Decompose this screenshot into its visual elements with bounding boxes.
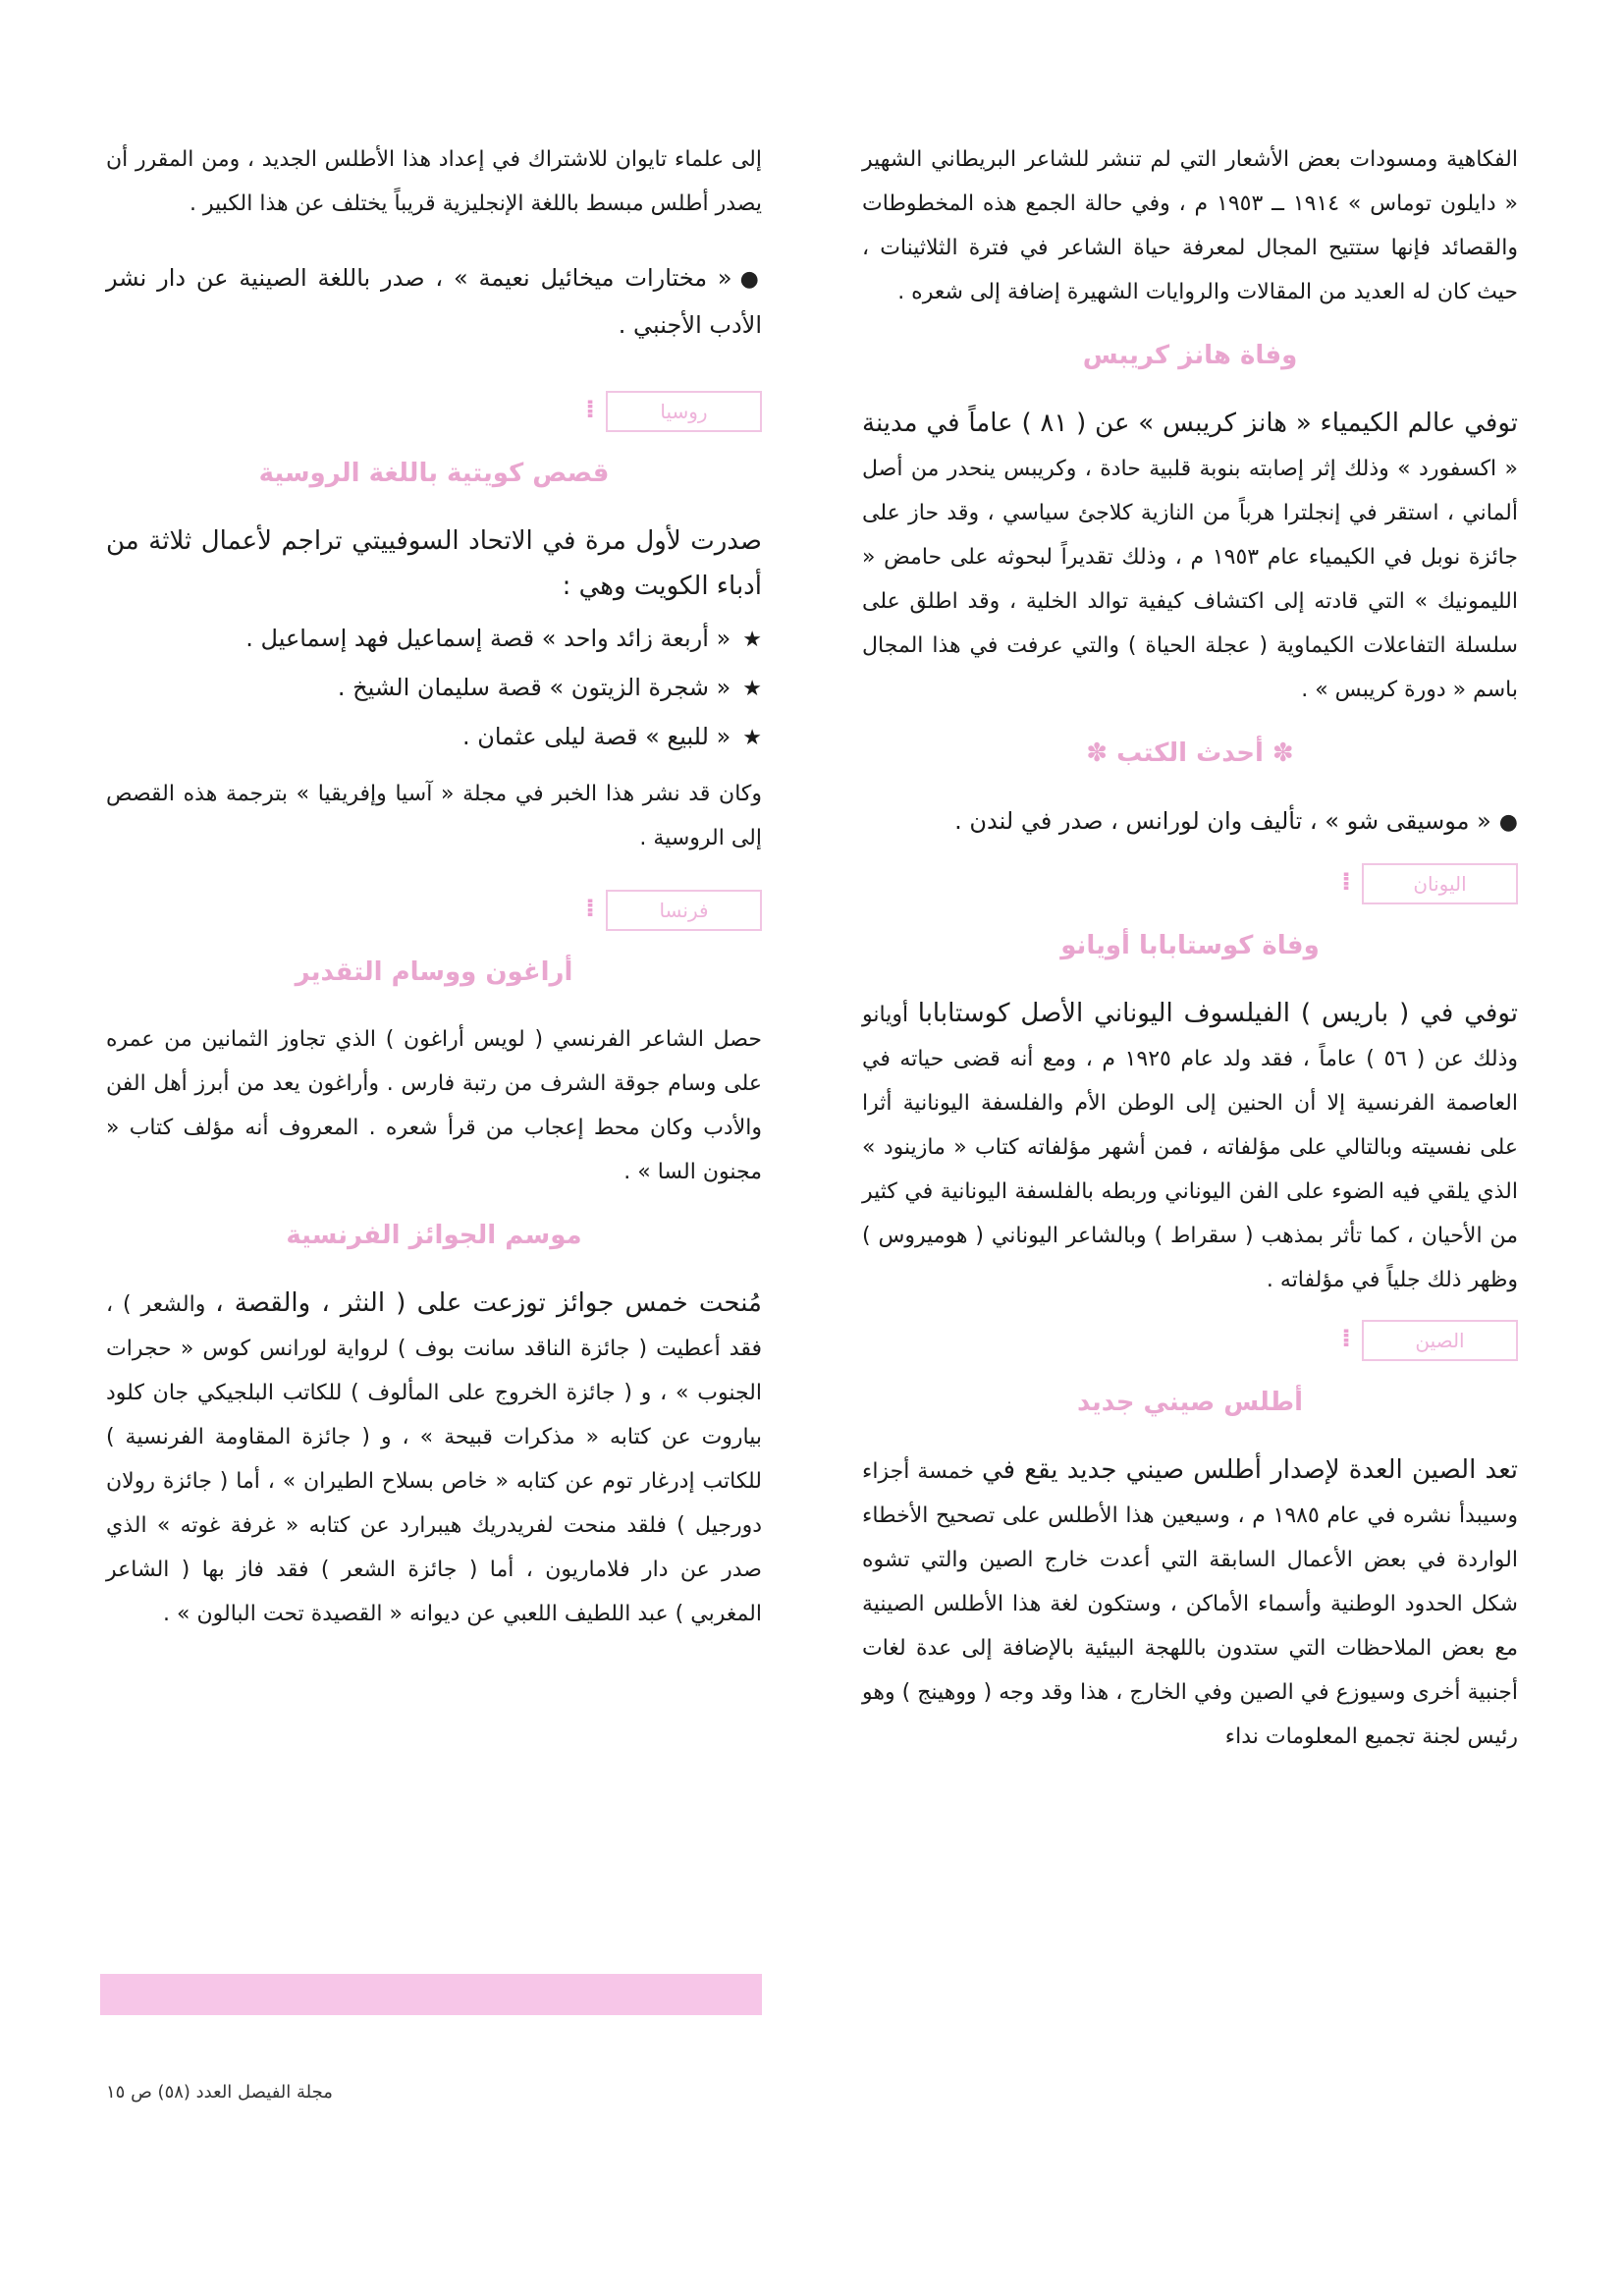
greece-lead: توفي في ( باريس ) الفيلسوف اليوناني الأصل كوستابابا — [917, 999, 1519, 1028]
page-footer: مجلة الفيصل العدد (٥٨) ص ١٥ — [106, 2082, 333, 2103]
prizes-body: والشعر ) ، فقد أعطيت ( جائزة الناقد سانت بوف ) لرواية لورانس كوس « حجرات الجنوب » ، و ( جائزة الخروج على المألوف ) للكاتب البلجيكي جان كلود بياروت عن كتابه « مذكرات قبيحة » ، و ( جائزة المقاومة الفرنسية ) للكاتب إدرغار توم عن كتابه « خاص بسلاح الطيران » ، أما ( جائزة رولان دورجيل ) فلقد منحت لفريدريك هيبرارد عن كتابه « غرفة غوته » الذي صدر عن دار فلاماريون ، أما ( جائزة الشعر ) فقد فاز بها ( الشاعر المغربي ) عبد اللطيف اللعبي عن ديوانه « القصيدة تحت البالون » . — [106, 1292, 762, 1626]
books-item-text: « موسيقى شو » ، تأليف وان لورانس ، صدر في لندن . — [954, 807, 1491, 835]
aragon-paragraph: حصل الشاعر الفرنسي ( لويس أراغون ) الذي تجاوز الثمانين من عمره على وسام جوقة الشرف من رتبة فارس . وأراغون يعد من أبرز أهل الفن والأدب وكان محط إعجاب من قرأ شعره . المعروف أنه مؤلف كتاب « مجنون السا » . — [106, 1027, 762, 1184]
aragon-section-title: أراغون ووسام التقدير — [295, 957, 573, 987]
greece-section-title: وفاة كوستابابا أويانو — [1060, 931, 1320, 960]
china-label — [862, 1320, 1518, 1361]
bullet-icon: ● — [739, 267, 762, 292]
naima-item — [106, 255, 762, 348]
russia-note: وكان قد نشر هذا الخبر في مجلة « آسيا وإفريقيا » بترجمة هذه القصص إلى الروسية . — [106, 782, 762, 850]
list-item: ★« أربعة زائد واحد » قصة إسماعيل فهد إسماعيل . — [245, 625, 762, 652]
russia-list — [106, 615, 762, 762]
russia-section-title: قصص كويتية باللغة الروسية — [258, 459, 610, 488]
prizes-paragraph — [106, 1281, 762, 1636]
star-icon: ★ — [742, 628, 762, 652]
latest-books-title: ✽ أحدث الكتب ✽ — [1086, 738, 1294, 768]
china-label-box: الصين — [1362, 1320, 1518, 1361]
greece-body: أويانو وذلك عن ( ٥٦ ) عاماً ، فقد ولد عام ١٩٢٥ م ، ومع أنه قضى حياته في العاصمة الفرنسية إلا أن الحنين إلى الوطن الأم والفلسفة اليونانية أثرا على نفسيته وبالتالي على مؤلفاته ، فمن أشهر مؤلفاته كتاب « مازينود » الذي يلقي فيه الضوء على الفن اليوناني وربطه بالفلسفة اليونانية في كثير من الأحيان ، كما تأثر بمذهب ( سقراط ) وبالشاعر اليوناني ( هوميروس ) وظهر ذلك جلياً في مؤلفاته . — [862, 1003, 1518, 1292]
list-item: ★« شجرة الزيتون » قصة سليمان الشيخ . — [337, 674, 762, 701]
france-label — [106, 890, 762, 931]
star-icon: ★ — [742, 726, 762, 750]
left-column — [106, 137, 762, 1636]
russia-lead: صدرت لأول مرة في الاتحاد السوفييتي تراجم لأعمال ثلاثة من أدباء الكويت وهي : — [106, 526, 762, 601]
greece-paragraph — [862, 991, 1518, 1302]
china-body: خمسة أجزاء وسيبدأ نشره في عام ١٩٨٥ م ، وسيعين هذا الأطلس على تصحيح الأخطاء الواردة في بعض الأعمال السابقة التي أعدت خارج الصين والتي تشوه شكل الحدود الوطنية وأسماء الأماكن ، وستكون لغة هذا الأطلس الصينية مع بعض الملاحظات التي ستدون باللهجة البيئية بالإضافة إلى عدة لغات أجنبية أخرى وسيوزع في الصين وفي الخارج ، هذا وقد وجه ( ووهينج ) وهو رئيس لجنة تجميع المعلومات نداء — [862, 1459, 1519, 1749]
krebs-lead: توفي عالم الكيمياء « هانز كريبس » عن ( ٨١ ) عاماً في مدينة — [862, 409, 1518, 438]
krebs-section-title: وفاة هانز كريبس — [1082, 341, 1298, 370]
krebs-paragraph — [862, 401, 1518, 712]
dylan-thomas-paragraph: الفكاهية ومسودات بعض الأشعار التي لم تنشر للشاعر البريطاني الشهير « دايلون توماس » ١٩١٤ ــ ١٩٥٣ م ، وفي حالة الجمع هذه المخطوطات والقصائد فإنها ستتيح المجال لمعرفة حياة الشاعر في فترة الثلاثينات ، حيث كان له العديد من المقالات والروايات الشهيرة إضافة إلى شعره . — [862, 147, 1518, 304]
section-mark-icon: ⁞ — [585, 894, 595, 923]
greece-label — [862, 863, 1518, 904]
star-icon: ★ — [742, 677, 762, 701]
france-label-box: فرنسا — [606, 890, 762, 931]
prizes-section-title: موسم الجوائز الفرنسية — [286, 1221, 582, 1250]
china-section-title: أطلس صيني جديد — [1076, 1388, 1304, 1417]
books-item — [862, 798, 1518, 846]
prizes-lead: مُنحت خمس جوائز توزعت على ( النثر ، والقصة ، — [215, 1288, 762, 1318]
krebs-body: « اكسفورد » وذلك إثر إصابته بنوبة قلبية حادة ، وكريبس ينحدر من أصل ألماني ، استقر في إنجلترا هرباً من النازية كلاجئ سياسي ، وقد حاز على جائزة نوبل في الكيمياء عام ١٩٥٣ م ، وذلك تقديراً لبحوثه على حامض « الليمونيك » التي قادته إلى اكتشاف كيفية توالد الخلية ، وقد اطلق على سلسلة التفاعلات الكيماوية ( عجلة الحياة ) والتي عرفت في هذا المجال باسم « دورة كريبس » . — [862, 457, 1518, 702]
section-mark-icon: ⁞ — [1341, 867, 1351, 897]
section-mark-icon: ⁞ — [585, 395, 595, 424]
russia-label — [106, 391, 762, 432]
naima-item-text: « مختارات ميخائيل نعيمة » ، صدر باللغة الصينية عن دار نشر الأدب الأجنبي . — [106, 264, 762, 339]
decorative-bar — [100, 1974, 762, 2015]
right-column — [862, 137, 1518, 1759]
greece-label-box: اليونان — [1362, 863, 1518, 904]
china-lead: تعد الصين العدة لإصدار أطلس صيني جديد يقع في — [981, 1455, 1518, 1485]
list-item: ★« للبيع » قصة ليلى عثمان . — [461, 723, 762, 750]
bullet-icon: ● — [1498, 810, 1518, 835]
china-paragraph — [862, 1448, 1518, 1759]
russia-label-box: روسيا — [606, 391, 762, 432]
section-mark-icon: ⁞ — [1341, 1324, 1351, 1353]
china-continuation: إلى علماء تايوان للاشتراك في إعداد هذا الأطلس الجديد ، ومن المقرر أن يصدر أطلس مبسط باللغة الإنجليزية قريباً يختلف عن هذا الكبير . — [106, 147, 762, 216]
